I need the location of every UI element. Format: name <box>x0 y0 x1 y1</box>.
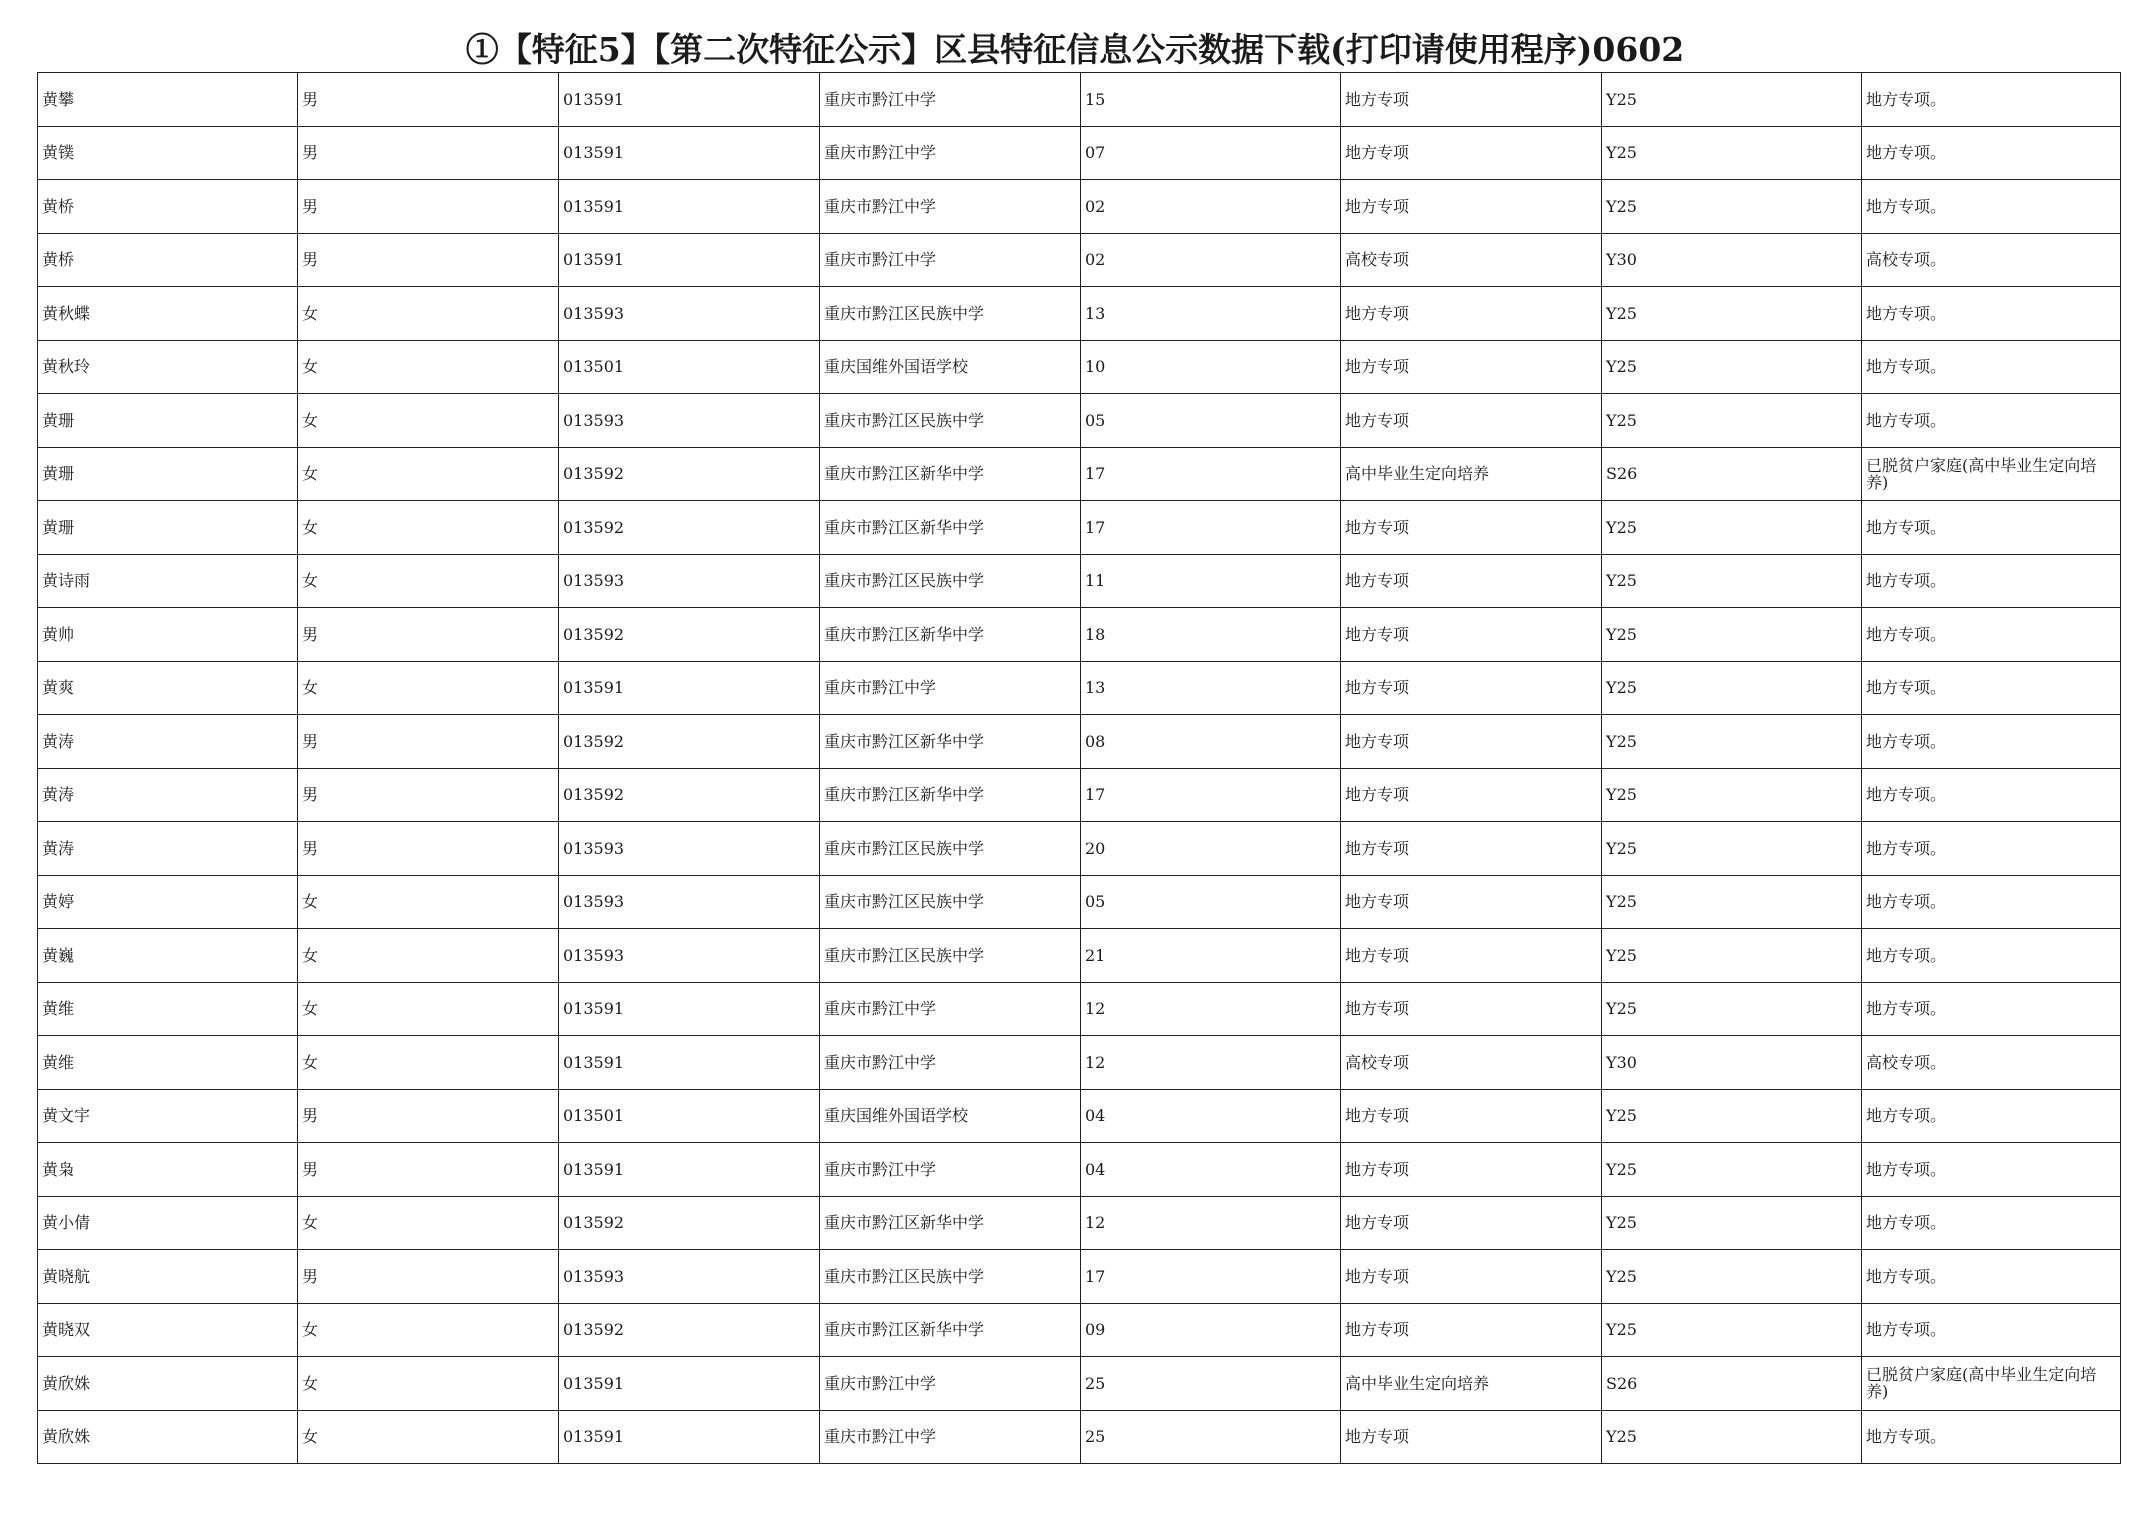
code-cell: Y25 <box>1602 1089 1862 1143</box>
note-cell: 地方专项。 <box>1862 768 2121 822</box>
gender-cell: 男 <box>298 73 559 127</box>
class-cell: 15 <box>1081 73 1341 127</box>
note-cell: 地方专项。 <box>1862 661 2121 715</box>
code-cell: Y25 <box>1602 340 1862 394</box>
school-name-cell: 重庆市黔江区新华中学 <box>820 608 1081 662</box>
category-cell: 高校专项 <box>1341 233 1602 287</box>
name-cell: 黄珊 <box>38 447 298 501</box>
school-code-cell: 013593 <box>559 1250 820 1304</box>
gender-cell: 女 <box>298 394 559 448</box>
name-cell: 黄诗雨 <box>38 554 298 608</box>
class-cell: 04 <box>1081 1143 1341 1197</box>
class-cell: 17 <box>1081 768 1341 822</box>
name-cell: 黄晓双 <box>38 1303 298 1357</box>
code-cell: Y30 <box>1602 233 1862 287</box>
note-cell: 地方专项。 <box>1862 929 2121 983</box>
table-row <box>38 661 2121 715</box>
code-cell: Y25 <box>1602 608 1862 662</box>
category-cell: 地方专项 <box>1341 394 1602 448</box>
category-cell: 高中毕业生定向培养 <box>1341 447 1602 501</box>
class-cell: 17 <box>1081 501 1341 555</box>
name-cell: 黄小倩 <box>38 1196 298 1250</box>
school-code-cell: 013592 <box>559 768 820 822</box>
school-name-cell: 重庆国维外国语学校 <box>820 340 1081 394</box>
code-cell: Y25 <box>1602 822 1862 876</box>
class-cell: 04 <box>1081 1089 1341 1143</box>
school-name-cell: 重庆市黔江中学 <box>820 233 1081 287</box>
category-cell: 地方专项 <box>1341 180 1602 234</box>
school-code-cell: 013592 <box>559 1196 820 1250</box>
code-cell: Y25 <box>1602 1303 1862 1357</box>
school-code-cell: 013593 <box>559 822 820 876</box>
school-name-cell: 重庆市黔江区民族中学 <box>820 394 1081 448</box>
class-cell: 25 <box>1081 1357 1341 1411</box>
school-code-cell: 013593 <box>559 875 820 929</box>
note-cell: 地方专项。 <box>1862 126 2121 180</box>
note-cell: 地方专项。 <box>1862 982 2121 1036</box>
school-name-cell: 重庆市黔江区民族中学 <box>820 822 1081 876</box>
gender-cell: 女 <box>298 929 559 983</box>
gender-cell: 女 <box>298 501 559 555</box>
category-cell: 地方专项 <box>1341 875 1602 929</box>
table-body <box>38 73 2121 1464</box>
name-cell: 黄涛 <box>38 822 298 876</box>
class-cell: 12 <box>1081 982 1341 1036</box>
note-cell: 地方专项。 <box>1862 608 2121 662</box>
school-name-cell: 重庆市黔江区新华中学 <box>820 1303 1081 1357</box>
code-cell: Y25 <box>1602 1143 1862 1197</box>
class-cell: 10 <box>1081 340 1341 394</box>
school-name-cell: 重庆市黔江中学 <box>820 180 1081 234</box>
gender-cell: 女 <box>298 1196 559 1250</box>
gender-cell: 女 <box>298 447 559 501</box>
class-cell: 20 <box>1081 822 1341 876</box>
name-cell: 黄珊 <box>38 394 298 448</box>
table-row <box>38 929 2121 983</box>
school-code-cell: 013591 <box>559 1143 820 1197</box>
note-cell: 高校专项。 <box>1862 1036 2121 1090</box>
category-cell: 地方专项 <box>1341 1410 1602 1464</box>
table-row <box>38 1089 2121 1143</box>
category-cell: 地方专项 <box>1341 554 1602 608</box>
note-cell: 地方专项。 <box>1862 1410 2121 1464</box>
gender-cell: 女 <box>298 554 559 608</box>
gender-cell: 男 <box>298 1143 559 1197</box>
table-row <box>38 875 2121 929</box>
name-cell: 黄文宇 <box>38 1089 298 1143</box>
gender-cell: 女 <box>298 982 559 1036</box>
school-name-cell: 重庆市黔江区新华中学 <box>820 1196 1081 1250</box>
gender-cell: 男 <box>298 126 559 180</box>
code-cell: Y25 <box>1602 1196 1862 1250</box>
table-row <box>38 501 2121 555</box>
school-code-cell: 013501 <box>559 1089 820 1143</box>
school-name-cell: 重庆市黔江中学 <box>820 1410 1081 1464</box>
gender-cell: 女 <box>298 1357 559 1411</box>
school-name-cell: 重庆市黔江中学 <box>820 661 1081 715</box>
school-code-cell: 013593 <box>559 554 820 608</box>
name-cell: 黄涛 <box>38 715 298 769</box>
note-cell: 已脱贫户家庭(高中毕业生定向培养) <box>1862 447 2121 501</box>
category-cell: 地方专项 <box>1341 608 1602 662</box>
gender-cell: 男 <box>298 822 559 876</box>
table-row <box>38 1250 2121 1304</box>
name-cell: 黄爽 <box>38 661 298 715</box>
name-cell: 黄桥 <box>38 233 298 287</box>
data-table <box>37 72 2121 1464</box>
code-cell: S26 <box>1602 447 1862 501</box>
category-cell: 地方专项 <box>1341 982 1602 1036</box>
category-cell: 地方专项 <box>1341 661 1602 715</box>
note-cell: 地方专项。 <box>1862 340 2121 394</box>
gender-cell: 女 <box>298 1036 559 1090</box>
gender-cell: 男 <box>298 768 559 822</box>
class-cell: 12 <box>1081 1196 1341 1250</box>
name-cell: 黄涛 <box>38 768 298 822</box>
gender-cell: 男 <box>298 233 559 287</box>
note-cell: 地方专项。 <box>1862 73 2121 127</box>
school-code-cell: 013592 <box>559 608 820 662</box>
gender-cell: 男 <box>298 608 559 662</box>
code-cell: Y25 <box>1602 982 1862 1036</box>
code-cell: Y25 <box>1602 126 1862 180</box>
name-cell: 黄秋玲 <box>38 340 298 394</box>
table-row <box>38 1303 2121 1357</box>
category-cell: 地方专项 <box>1341 501 1602 555</box>
code-cell: Y25 <box>1602 1250 1862 1304</box>
name-cell: 黄维 <box>38 1036 298 1090</box>
category-cell: 地方专项 <box>1341 1250 1602 1304</box>
school-code-cell: 013593 <box>559 929 820 983</box>
table-row <box>38 126 2121 180</box>
school-name-cell: 重庆市黔江区新华中学 <box>820 501 1081 555</box>
name-cell: 黄珊 <box>38 501 298 555</box>
category-cell: 地方专项 <box>1341 715 1602 769</box>
code-cell: Y25 <box>1602 929 1862 983</box>
table-row <box>38 1036 2121 1090</box>
code-cell: Y25 <box>1602 287 1862 341</box>
table-row <box>38 394 2121 448</box>
code-cell: Y25 <box>1602 1410 1862 1464</box>
name-cell: 黄晓航 <box>38 1250 298 1304</box>
table-row <box>38 768 2121 822</box>
class-cell: 09 <box>1081 1303 1341 1357</box>
category-cell: 地方专项 <box>1341 768 1602 822</box>
class-cell: 11 <box>1081 554 1341 608</box>
table-row <box>38 554 2121 608</box>
class-cell: 25 <box>1081 1410 1341 1464</box>
note-cell: 地方专项。 <box>1862 394 2121 448</box>
school-code-cell: 013591 <box>559 1410 820 1464</box>
gender-cell: 女 <box>298 661 559 715</box>
school-code-cell: 013591 <box>559 126 820 180</box>
code-cell: Y25 <box>1602 875 1862 929</box>
class-cell: 07 <box>1081 126 1341 180</box>
note-cell: 地方专项。 <box>1862 1196 2121 1250</box>
school-name-cell: 重庆国维外国语学校 <box>820 1089 1081 1143</box>
school-code-cell: 013591 <box>559 661 820 715</box>
note-cell: 地方专项。 <box>1862 1303 2121 1357</box>
table-row <box>38 1357 2121 1411</box>
code-cell: Y25 <box>1602 73 1862 127</box>
school-code-cell: 013593 <box>559 287 820 341</box>
school-code-cell: 013592 <box>559 1303 820 1357</box>
gender-cell: 女 <box>298 287 559 341</box>
table-row <box>38 233 2121 287</box>
class-cell: 21 <box>1081 929 1341 983</box>
table-row <box>38 1410 2121 1464</box>
school-code-cell: 013592 <box>559 447 820 501</box>
school-code-cell: 013593 <box>559 394 820 448</box>
code-cell: Y25 <box>1602 554 1862 608</box>
gender-cell: 女 <box>298 875 559 929</box>
school-name-cell: 重庆市黔江中学 <box>820 73 1081 127</box>
note-cell: 地方专项。 <box>1862 287 2121 341</box>
code-cell: Y25 <box>1602 180 1862 234</box>
note-cell: 地方专项。 <box>1862 1089 2121 1143</box>
code-cell: S26 <box>1602 1357 1862 1411</box>
category-cell: 地方专项 <box>1341 73 1602 127</box>
school-code-cell: 013591 <box>559 180 820 234</box>
name-cell: 黄婷 <box>38 875 298 929</box>
table-row <box>38 73 2121 127</box>
school-name-cell: 重庆市黔江区民族中学 <box>820 1250 1081 1304</box>
note-cell: 地方专项。 <box>1862 501 2121 555</box>
school-name-cell: 重庆市黔江区民族中学 <box>820 554 1081 608</box>
school-name-cell: 重庆市黔江区民族中学 <box>820 287 1081 341</box>
note-cell: 已脱贫户家庭(高中毕业生定向培养) <box>1862 1357 2121 1411</box>
school-name-cell: 重庆市黔江区新华中学 <box>820 715 1081 769</box>
note-cell: 地方专项。 <box>1862 822 2121 876</box>
school-code-cell: 013591 <box>559 982 820 1036</box>
code-cell: Y25 <box>1602 715 1862 769</box>
class-cell: 17 <box>1081 447 1341 501</box>
category-cell: 地方专项 <box>1341 929 1602 983</box>
class-cell: 05 <box>1081 875 1341 929</box>
school-code-cell: 013591 <box>559 73 820 127</box>
class-cell: 12 <box>1081 1036 1341 1090</box>
name-cell: 黄欣姝 <box>38 1410 298 1464</box>
class-cell: 02 <box>1081 233 1341 287</box>
gender-cell: 男 <box>298 1089 559 1143</box>
name-cell: 黄桥 <box>38 180 298 234</box>
note-cell: 地方专项。 <box>1862 875 2121 929</box>
page-title: ①【特征5】【第二次特征公示】区县特征信息公示数据下载(打印请使用程序)0602 <box>465 30 1685 69</box>
table-row <box>38 608 2121 662</box>
school-code-cell: 013501 <box>559 340 820 394</box>
name-cell: 黄帅 <box>38 608 298 662</box>
school-name-cell: 重庆市黔江区新华中学 <box>820 447 1081 501</box>
category-cell: 地方专项 <box>1341 822 1602 876</box>
table-row <box>38 340 2121 394</box>
note-cell: 地方专项。 <box>1862 180 2121 234</box>
school-name-cell: 重庆市黔江中学 <box>820 982 1081 1036</box>
code-cell: Y25 <box>1602 394 1862 448</box>
school-name-cell: 重庆市黔江区新华中学 <box>820 768 1081 822</box>
school-name-cell: 重庆市黔江区民族中学 <box>820 875 1081 929</box>
category-cell: 地方专项 <box>1341 1143 1602 1197</box>
name-cell: 黄攀 <box>38 73 298 127</box>
note-cell: 地方专项。 <box>1862 1143 2121 1197</box>
category-cell: 地方专项 <box>1341 1303 1602 1357</box>
code-cell: Y25 <box>1602 661 1862 715</box>
school-name-cell: 重庆市黔江中学 <box>820 126 1081 180</box>
category-cell: 地方专项 <box>1341 340 1602 394</box>
class-cell: 02 <box>1081 180 1341 234</box>
name-cell: 黄欣姝 <box>38 1357 298 1411</box>
category-cell: 地方专项 <box>1341 287 1602 341</box>
gender-cell: 男 <box>298 1250 559 1304</box>
class-cell: 13 <box>1081 661 1341 715</box>
name-cell: 黄秋蝶 <box>38 287 298 341</box>
table-row <box>38 1196 2121 1250</box>
table-row <box>38 287 2121 341</box>
table-row <box>38 447 2121 501</box>
category-cell: 地方专项 <box>1341 126 1602 180</box>
name-cell: 黄维 <box>38 982 298 1036</box>
table-row <box>38 1143 2121 1197</box>
gender-cell: 男 <box>298 180 559 234</box>
category-cell: 地方专项 <box>1341 1089 1602 1143</box>
school-code-cell: 013592 <box>559 715 820 769</box>
category-cell: 地方专项 <box>1341 1196 1602 1250</box>
school-code-cell: 013591 <box>559 1357 820 1411</box>
code-cell: Y25 <box>1602 768 1862 822</box>
name-cell: 黄枭 <box>38 1143 298 1197</box>
school-name-cell: 重庆市黔江中学 <box>820 1143 1081 1197</box>
table-row <box>38 715 2121 769</box>
gender-cell: 女 <box>298 340 559 394</box>
table-row <box>38 822 2121 876</box>
category-cell: 高校专项 <box>1341 1036 1602 1090</box>
school-name-cell: 重庆市黔江区民族中学 <box>820 929 1081 983</box>
class-cell: 13 <box>1081 287 1341 341</box>
category-cell: 高中毕业生定向培养 <box>1341 1357 1602 1411</box>
code-cell: Y25 <box>1602 501 1862 555</box>
school-code-cell: 013591 <box>559 1036 820 1090</box>
code-cell: Y30 <box>1602 1036 1862 1090</box>
table-row <box>38 180 2121 234</box>
name-cell: 黄巍 <box>38 929 298 983</box>
note-cell: 地方专项。 <box>1862 1250 2121 1304</box>
gender-cell: 女 <box>298 1410 559 1464</box>
name-cell: 黄镤 <box>38 126 298 180</box>
school-name-cell: 重庆市黔江中学 <box>820 1036 1081 1090</box>
class-cell: 18 <box>1081 608 1341 662</box>
class-cell: 17 <box>1081 1250 1341 1304</box>
school-name-cell: 重庆市黔江中学 <box>820 1357 1081 1411</box>
gender-cell: 男 <box>298 715 559 769</box>
school-code-cell: 013592 <box>559 501 820 555</box>
table-row <box>38 982 2121 1036</box>
gender-cell: 女 <box>298 1303 559 1357</box>
class-cell: 08 <box>1081 715 1341 769</box>
note-cell: 高校专项。 <box>1862 233 2121 287</box>
school-code-cell: 013591 <box>559 233 820 287</box>
note-cell: 地方专项。 <box>1862 715 2121 769</box>
note-cell: 地方专项。 <box>1862 554 2121 608</box>
class-cell: 05 <box>1081 394 1341 448</box>
